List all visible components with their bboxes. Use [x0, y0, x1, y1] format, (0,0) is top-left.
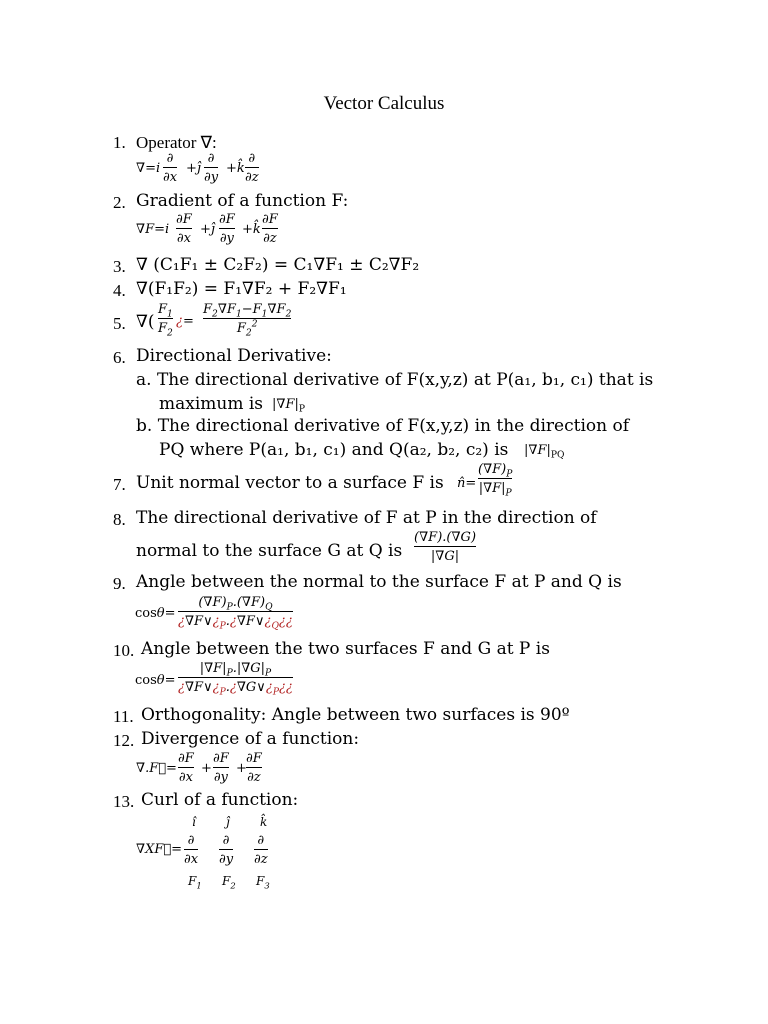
formula-div-plus-1: +: [201, 761, 212, 776]
item-text-2: Gradient of a function F:: [136, 191, 349, 211]
formula-term-k: +k̂: [242, 222, 261, 237]
formula-div-frac-z: ∂F ∂z: [246, 751, 262, 785]
item-text-8-line2: normal to the surface G at Q is: [136, 541, 403, 561]
formula-unit-normal-lhs: n̂=: [457, 476, 477, 491]
formula-div-frac-y: ∂F ∂y: [213, 751, 229, 785]
item-text-4: ∇(F₁F₂) = F₁∇F₂ + F₂∇F₁: [136, 279, 347, 299]
formula-frac-dF-dy: ∂F ∂y: [219, 212, 235, 246]
item-number-10: 10.: [113, 641, 135, 660]
formula-term-j: +ĵ: [186, 161, 201, 176]
formula-term-j: +ĵ: [200, 222, 215, 237]
formula-angle-normals-frac: $(\nabla F)_P.(\nabla F)_Q$ ¿$\nabla F\vee¿_P.¿\nabla F\vee¿_Q¿¿$: [178, 595, 293, 632]
item-text-6b-line2: PQ where P(a₁, b₁, c₁) and Q(a₂, b₂, c₂) is: [159, 440, 509, 460]
item-text-10: Angle between the two surfaces F and G at P is: [141, 639, 550, 659]
item-number-2: 2.: [113, 193, 126, 212]
formula-unit-normal-frac: $(\nabla F)_P$ $|\nabla F|_P$: [478, 462, 513, 499]
curl-matrix-i: î: [192, 815, 196, 829]
item-text-3: ∇ (C₁F₁ ± C₂F₂) = C₁∇F₁ ± C₂∇F₂: [136, 255, 420, 275]
formula-quotient-eq: ¿=: [176, 314, 194, 329]
formula-directional-pq: $|\nabla F|_{PQ}$: [524, 443, 565, 461]
curl-matrix-k: k̂: [260, 815, 268, 829]
page-title: Vector Calculus: [323, 93, 445, 114]
item-number-9: 9.: [113, 574, 126, 593]
item-number-7: 7.: [113, 475, 126, 494]
formula-directional-normal: (∇F).(∇G) |∇G|: [414, 530, 477, 564]
curl-matrix-F3: $F_3$: [256, 874, 270, 891]
formula-frac-dy: ∂ ∂y: [204, 151, 219, 185]
formula-max-directional: $|\nabla F|_P$: [272, 397, 305, 415]
item-text-9: Angle between the normal to the surface F at P and Q is: [136, 572, 622, 592]
formula-curl-lhs: ∇XF⃗=: [136, 842, 183, 857]
curl-matrix-F2: $F_2$: [222, 874, 236, 891]
formula-cos-theta-9: cosθ=: [135, 606, 176, 621]
item-text-13: Curl of a function:: [141, 790, 299, 810]
item-text-11: Orthogonality: Angle between two surfaces is 90º: [141, 705, 570, 725]
formula-cos-theta-10: cosθ=: [135, 673, 176, 688]
item-number-4: 4.: [113, 281, 126, 300]
formula-divergence-lhs: ∇.F⃗=: [136, 761, 177, 776]
formula-div-plus-2: +: [236, 761, 247, 776]
item-text-7: Unit normal vector to a surface F is: [136, 473, 444, 493]
item-text-1: Operator ∇:: [136, 133, 217, 152]
item-number-11: 11.: [113, 707, 134, 726]
curl-matrix-F1: $F_1$: [188, 874, 202, 891]
formula-frac-F1-F2: $F_1$ $F_2$: [158, 302, 173, 339]
formula-term-k: +k̂: [226, 161, 245, 176]
item-text-6a-line1: a. The directional derivative of F(x,y,z) at P(a₁, b₁, c₁) that is: [136, 370, 654, 390]
item-text-6: Directional Derivative:: [136, 346, 332, 366]
item-number-12: 12.: [113, 731, 135, 750]
item-number-5: 5.: [113, 314, 126, 333]
curl-matrix-d-dy: ∂ ∂y: [219, 833, 234, 867]
formula-quotient-nabla: ∇(: [136, 312, 155, 332]
formula-nabla-operator: ∇=i: [136, 161, 161, 176]
curl-matrix-d-dx: ∂ ∂x: [184, 833, 199, 867]
item-number-6: 6.: [113, 348, 126, 367]
formula-gradient: ∇F=i: [136, 222, 170, 237]
item-number-8: 8.: [113, 510, 126, 529]
formula-frac-dx: ∂ ∂x: [163, 151, 178, 185]
curl-matrix-d-dz: ∂ ∂z: [254, 833, 268, 867]
formula-frac-dF-dz: ∂F ∂z: [262, 212, 278, 246]
formula-angle-surfaces-frac: $|\nabla F|_P.|\nabla G|_P$ ¿$\nabla F\vee¿_P.¿\nabla G\vee¿_P¿¿$: [178, 661, 293, 698]
formula-div-frac-x: ∂F ∂x: [178, 751, 194, 785]
item-text-6a-line2: maximum is: [159, 394, 264, 414]
item-number-13: 13.: [113, 792, 135, 811]
formula-frac-dF-dx: ∂F ∂x: [176, 212, 192, 246]
formula-quotient-rhs: $F_2\nabla F_1-F_1\nabla F_2$ $F_2^2$: [203, 302, 292, 339]
formula-frac-dz: ∂ ∂z: [245, 151, 259, 185]
item-text-8-line1: The directional derivative of F at P in the direction of: [136, 508, 597, 528]
item-number-1: 1.: [113, 133, 126, 152]
curl-matrix-j: ĵ: [226, 815, 230, 829]
item-text-12: Divergence of a function:: [141, 729, 360, 749]
item-number-3: 3.: [113, 257, 126, 276]
item-text-6b-line1: b. The directional derivative of F(x,y,z) in the direction of: [136, 416, 630, 436]
